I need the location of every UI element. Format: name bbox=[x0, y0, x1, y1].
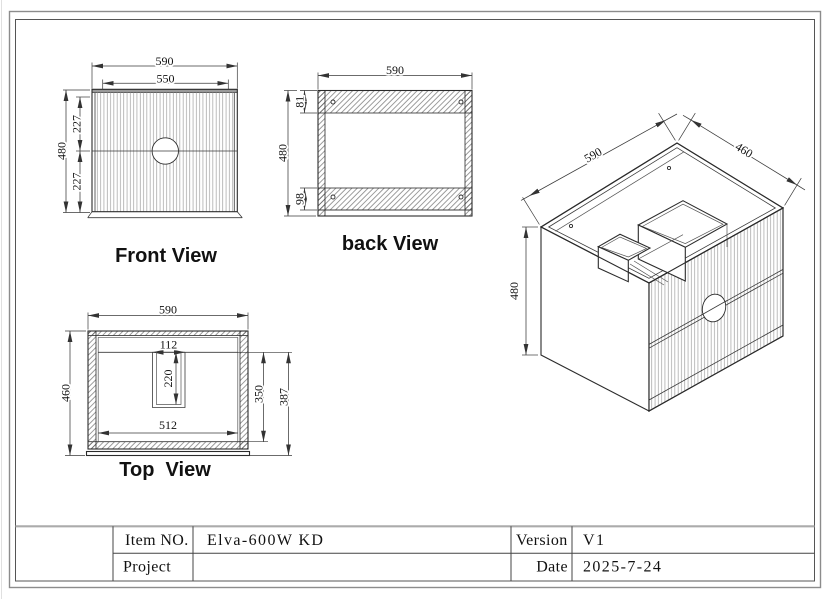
screw-hole bbox=[331, 195, 335, 199]
front-flute-width-dim: 550 bbox=[156, 71, 175, 86]
front-height-dim: 480 bbox=[54, 142, 69, 160]
top-view bbox=[59, 303, 293, 482]
iso-width-dim: 590 bbox=[581, 144, 605, 166]
iso-depth-dim: 460 bbox=[732, 139, 756, 161]
front-view bbox=[55, 54, 243, 267]
plinth-edge bbox=[88, 212, 243, 218]
screw-hole bbox=[459, 195, 463, 199]
back-view-label: back View bbox=[341, 233, 439, 255]
screw-hole bbox=[667, 166, 670, 169]
iso-height-dim: 480 bbox=[507, 282, 521, 300]
back-bottom-rail-dim: 98 bbox=[292, 193, 307, 205]
version-value: V1 bbox=[583, 532, 606, 549]
date-label: Date bbox=[536, 558, 568, 576]
top-depth-to-front-dim: 387 bbox=[276, 388, 291, 406]
project-label: Project bbox=[123, 558, 172, 576]
front-upper-half-dim: 227 bbox=[69, 115, 84, 133]
screw-hole bbox=[331, 100, 335, 104]
back-view bbox=[276, 63, 473, 255]
back-width-dim: 590 bbox=[386, 63, 404, 77]
screw-hole bbox=[569, 224, 572, 227]
item-no-label: Item NO. bbox=[125, 532, 189, 549]
item-no-value: Elva-600W KD bbox=[207, 532, 325, 549]
top-width-dim: 590 bbox=[159, 302, 177, 317]
front-view-label: Front View bbox=[115, 245, 217, 267]
screw-hole bbox=[459, 100, 463, 104]
door-front-edge bbox=[87, 452, 250, 456]
top-inner-width-dim: 512 bbox=[159, 418, 177, 432]
title-block bbox=[16, 526, 815, 581]
top-cutout-depth-dim: 220 bbox=[161, 369, 175, 388]
back-height-dim: 480 bbox=[275, 144, 290, 162]
version-label: Version bbox=[516, 532, 568, 549]
front-outer-width-dim: 590 bbox=[155, 54, 174, 68]
front-lower-half-dim: 227 bbox=[69, 172, 84, 191]
date-value: 2025-7-24 bbox=[583, 558, 663, 576]
top-cutout-width-dim: 112 bbox=[159, 337, 178, 352]
back-top-rail-dim: 81 bbox=[292, 95, 307, 108]
top-inner-depth-dim: 350 bbox=[251, 385, 266, 403]
isometric-view bbox=[507, 113, 805, 412]
top-view-label: Top View bbox=[119, 459, 211, 481]
top-depth-dim: 460 bbox=[58, 384, 73, 402]
